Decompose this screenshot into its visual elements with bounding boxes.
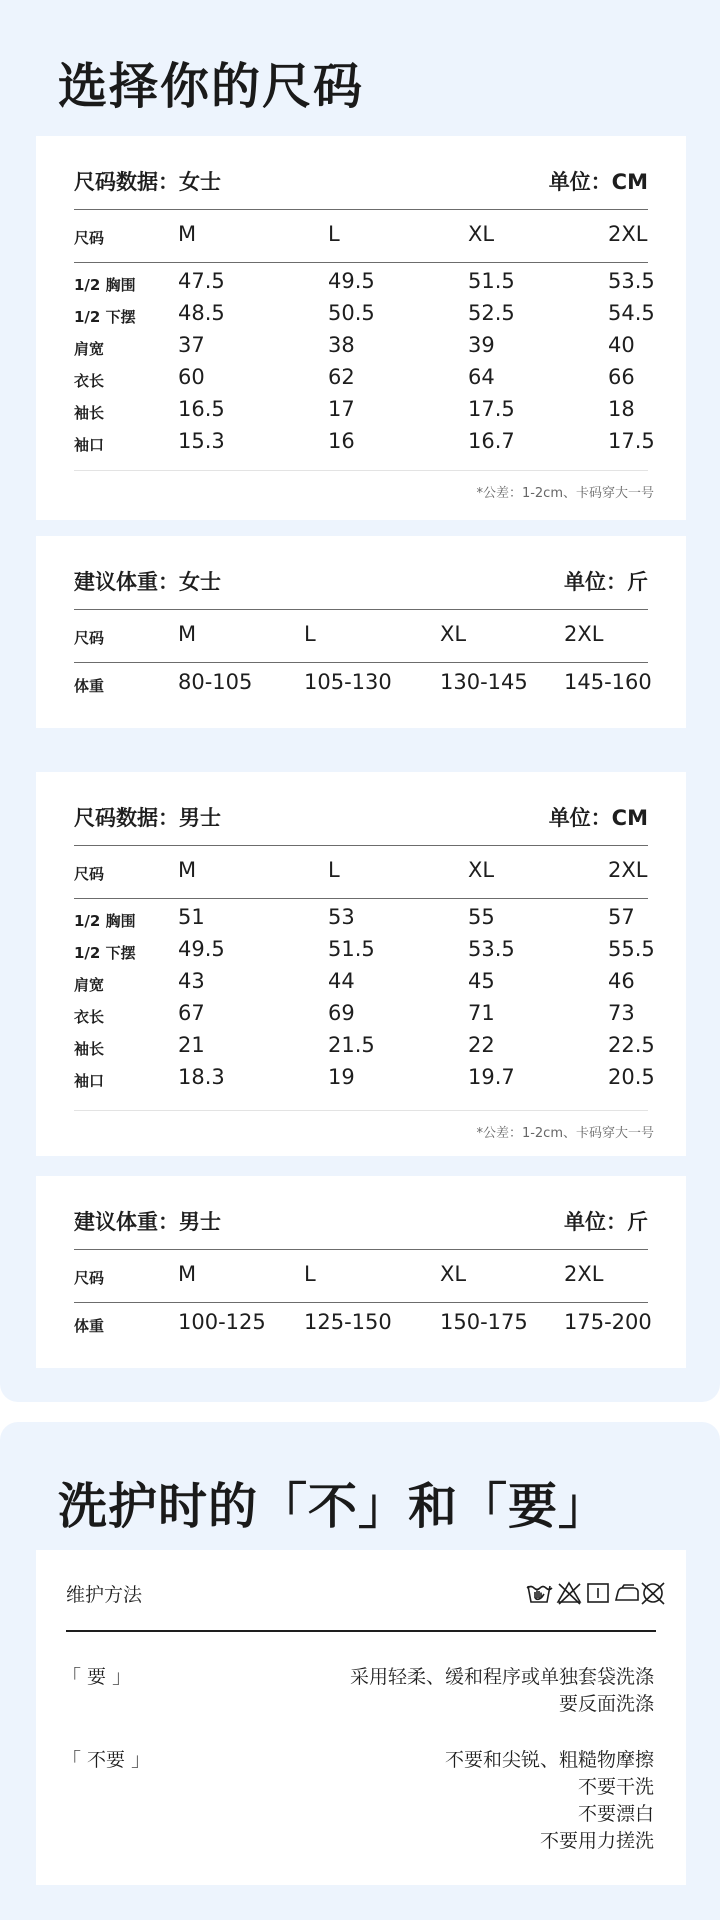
divider [74,662,648,663]
dont-line: 不要干洗 [577,1776,654,1798]
table-cell: 44 [328,969,355,993]
dont-label: 「 不要 」 [62,1749,151,1771]
column-header: 尺码 [74,865,105,883]
men-weight-card [36,1176,686,1368]
dont-line: 不要漂白 [577,1803,654,1825]
table-cell: 51.5 [468,269,515,293]
column-header: L [328,858,340,882]
column-header: L [304,622,316,646]
dont-line: 不要用力搓洗 [539,1830,654,1852]
care-icons [526,1580,666,1610]
iron-icon [616,1585,638,1600]
column-header: 2XL [608,222,648,246]
column-header: 尺码 [74,1269,105,1287]
column-header: 尺码 [74,229,105,247]
card-title: 建议体重：女士 [74,570,221,594]
column-header: 尺码 [74,629,105,647]
divider [66,1630,656,1632]
table-cell: 67 [178,1001,205,1025]
do-line: 要反面洗涤 [558,1693,654,1715]
table-cell: 80-105 [178,670,253,694]
women-weight-card [36,536,686,728]
column-header: XL [440,1262,467,1286]
row-label: 1/2 下摆 [74,944,136,962]
do-line: 采用轻柔、缓和程序或单独套袋洗涤 [349,1666,654,1688]
table-cell: 51 [178,905,205,929]
table-cell: 17 [328,397,355,421]
row-label: 袖口 [74,1072,105,1090]
table-cell: 18.3 [178,1065,225,1089]
hand-wash-icon [527,1586,552,1602]
column-header: L [304,1262,316,1286]
table-cell: 16.5 [178,397,225,421]
table-cell: 71 [468,1001,495,1025]
divider [74,1302,648,1303]
care-method-label: 维护方法 [66,1584,143,1606]
table-cell: 105-130 [304,670,392,694]
table-cell: 43 [178,969,205,993]
care-card [36,1550,686,1885]
column-header: M [178,622,197,646]
column-header: XL [440,622,467,646]
table-cell: 53.5 [608,269,655,293]
table-cell: 175-200 [564,1310,652,1334]
table-cell: 69 [328,1001,355,1025]
unit-label: 单位：斤 [564,1210,648,1234]
unit-label: 单位：斤 [564,570,648,594]
care-section-title: 洗护时的「不」和「要」 [58,1478,609,1535]
divider [74,1110,648,1111]
line-dry-icon [588,1584,608,1602]
table-cell: 19.7 [468,1065,515,1089]
tolerance-note: *公差：1-2cm、卡码穿大一号 [476,1126,654,1141]
table-cell: 100-125 [178,1310,266,1334]
table-cell: 66 [608,365,635,389]
table-cell: 53.5 [468,937,515,961]
row-label: 1/2 胸围 [74,912,136,930]
divider [74,898,648,899]
column-header: M [178,1262,197,1286]
divider [74,1249,648,1250]
row-label: 1/2 下摆 [74,308,136,326]
card-header [74,166,648,194]
table-cell: 55 [468,905,495,929]
no-dry-clean-icon [642,1583,664,1604]
column-header: 2XL [564,622,604,646]
tolerance-note: *公差：1-2cm、卡码穿大一号 [476,486,654,501]
card-title: 尺码数据：男士 [74,806,221,830]
table-cell: 37 [178,333,205,357]
column-header: XL [468,222,495,246]
table-cell: 125-150 [304,1310,392,1334]
table-cell: 55.5 [608,937,655,961]
table-cell: 145-160 [564,670,652,694]
table-cell: 49.5 [178,937,225,961]
divider [74,845,648,846]
do-label: 「 要 」 [62,1666,132,1688]
table-cell: 16.7 [468,429,515,453]
table-cell: 130-145 [440,670,528,694]
column-header: XL [468,858,495,882]
table-cell: 17.5 [608,429,655,453]
column-header: 2XL [608,858,648,882]
card-header [74,566,648,594]
table-cell: 53 [328,905,355,929]
row-label: 衣长 [74,1008,105,1026]
women-size-card [36,136,686,520]
table-cell: 40 [608,333,635,357]
divider [74,209,648,210]
row-label: 1/2 胸围 [74,276,136,294]
column-header: M [178,858,197,882]
table-cell: 15.3 [178,429,225,453]
table-cell: 49.5 [328,269,375,293]
column-header: 2XL [564,1262,604,1286]
table-cell: 50.5 [328,301,375,325]
table-cell: 57 [608,905,635,929]
table-cell: 60 [178,365,205,389]
table-cell: 21.5 [328,1033,375,1057]
table-cell: 73 [608,1001,635,1025]
table-cell: 48.5 [178,301,225,325]
column-header: M [178,222,197,246]
row-label: 袖长 [74,404,105,422]
table-cell: 22 [468,1033,495,1057]
table-cell: 21 [178,1033,205,1057]
row-label: 袖口 [74,436,105,454]
no-bleach-icon [558,1583,580,1604]
card-header [74,802,648,830]
divider [74,262,648,263]
table-cell: 16 [328,429,355,453]
row-label: 衣长 [74,372,105,390]
table-cell: 47.5 [178,269,225,293]
table-cell: 52.5 [468,301,515,325]
table-cell: 64 [468,365,495,389]
divider [74,470,648,471]
table-cell: 20.5 [608,1065,655,1089]
column-header: L [328,222,340,246]
card-header [74,1206,648,1234]
dont-line: 不要和尖锐、粗糙物摩擦 [444,1749,654,1771]
table-cell: 62 [328,365,355,389]
card-title: 尺码数据：女士 [74,170,221,194]
table-cell: 22.5 [608,1033,655,1057]
row-label: 肩宽 [74,976,105,994]
table-cell: 45 [468,969,495,993]
row-label: 肩宽 [74,340,105,358]
unit-label: 单位：CM [548,170,648,194]
size-section-title: 选择你的尺码 [58,58,365,115]
table-cell: 51.5 [328,937,375,961]
table-cell: 19 [328,1065,355,1089]
divider [74,609,648,610]
care-symbols-strip [526,1580,666,1606]
table-cell: 17.5 [468,397,515,421]
table-cell: 46 [608,969,635,993]
card-title: 建议体重：男士 [74,1210,221,1234]
row-label: 体重 [74,1317,105,1335]
men-size-card [36,772,686,1156]
table-cell: 150-175 [440,1310,528,1334]
table-cell: 18 [608,397,635,421]
table-cell: 38 [328,333,355,357]
row-label: 袖长 [74,1040,105,1058]
row-label: 体重 [74,677,105,695]
unit-label: 单位：CM [548,806,648,830]
table-cell: 39 [468,333,495,357]
table-cell: 54.5 [608,301,655,325]
